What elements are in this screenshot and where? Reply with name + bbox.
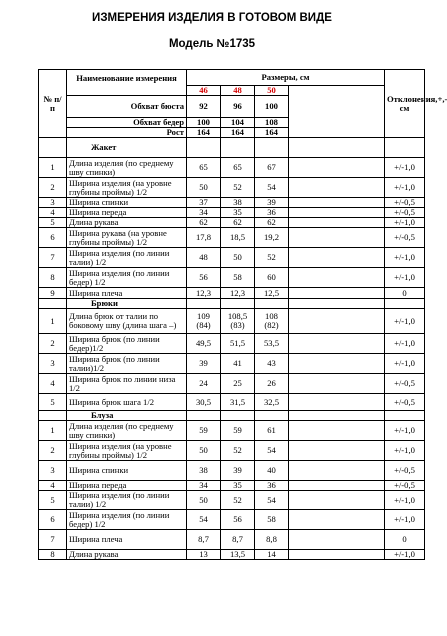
value-50: 61	[255, 421, 289, 441]
table-row	[39, 208, 425, 218]
header-name: Наименование измерения	[67, 70, 187, 96]
height-48: 164	[221, 128, 255, 138]
value-46: 50	[187, 178, 221, 198]
measurement-name: Ширина брюк (по линии бедер)1/2	[67, 334, 187, 354]
value-46: 8,7	[187, 530, 221, 550]
table-row	[39, 248, 425, 268]
hips-label: Обхват бедер	[67, 118, 187, 128]
deviation: +/-1,0	[385, 491, 425, 510]
hips-46: 100	[187, 118, 221, 128]
value-50: 43	[255, 354, 289, 374]
measurement-name: Ширина плеча	[67, 288, 187, 299]
value-50: 62	[255, 218, 289, 228]
row-number: 6	[39, 510, 67, 530]
table-row	[39, 178, 425, 198]
row-number: 7	[39, 530, 67, 550]
value-50: 26	[255, 374, 289, 394]
value-48: 35	[221, 481, 255, 491]
table-row	[39, 491, 425, 510]
measurement-name: Длина рукава	[67, 550, 187, 560]
deviation: +/-1,0	[385, 268, 425, 288]
deviation: +/-1,0	[385, 354, 425, 374]
value-46: 50	[187, 491, 221, 510]
value-46: 30,5	[187, 394, 221, 411]
value-50: 19,2	[255, 228, 289, 248]
bust-label: Обхват бюста	[67, 96, 187, 118]
value-50: 40	[255, 461, 289, 481]
measurement-name: Длина рукава	[67, 218, 187, 228]
measurement-name: Ширина изделия (по линии бедер) 1/2	[67, 510, 187, 530]
measurement-name: Ширина изделия (на уровне глубины проймы) 1/2	[67, 178, 187, 198]
value-46: 65	[187, 158, 221, 178]
value-46: 49,5	[187, 334, 221, 354]
table-row	[39, 510, 425, 530]
value-48: 31,5	[221, 394, 255, 411]
value-50: 8,8	[255, 530, 289, 550]
row-number: 7	[39, 248, 67, 268]
value-50: 14	[255, 550, 289, 560]
table-row	[39, 421, 425, 441]
value-50: 54	[255, 441, 289, 461]
value-46: 17,8	[187, 228, 221, 248]
value-48: 35	[221, 208, 255, 218]
measurement-name: Ширина изделия (на уровне глубины проймы) 1/2	[67, 441, 187, 461]
value-50: 53,5	[255, 334, 289, 354]
measurement-name: Ширина изделия (по линии талии) 1/2	[67, 248, 187, 268]
value-48: 108,5 (83)	[221, 309, 255, 334]
row-number: 2	[39, 441, 67, 461]
table-row	[39, 198, 425, 208]
table-row	[39, 441, 425, 461]
value-46: 13	[187, 550, 221, 560]
table-row	[39, 461, 425, 481]
row-number: 4	[39, 374, 67, 394]
value-46: 109 (84)	[187, 309, 221, 334]
table-row	[39, 158, 425, 178]
value-48: 50	[221, 248, 255, 268]
deviation: +/-0,5	[385, 198, 425, 208]
bust-50: 100	[255, 96, 289, 118]
deviation: 0	[385, 530, 425, 550]
value-50: 54	[255, 178, 289, 198]
table-row	[39, 481, 425, 491]
value-50: 36	[255, 208, 289, 218]
value-48: 65	[221, 158, 255, 178]
deviation: 0	[385, 288, 425, 299]
measurement-name: Ширина переда	[67, 481, 187, 491]
header-sizes: Размеры, см	[187, 70, 385, 86]
row-number: 8	[39, 268, 67, 288]
measurement-name: Ширина рукава (на уровне глубины проймы) 1/2	[67, 228, 187, 248]
section-title: Блуза	[67, 411, 187, 421]
height-50: 164	[255, 128, 289, 138]
deviation: +/-1,0	[385, 178, 425, 198]
value-48: 18,5	[221, 228, 255, 248]
measurement-name: Ширина брюк шага 1/2	[67, 394, 187, 411]
table-row	[39, 309, 425, 334]
section-title: Жакет	[67, 138, 187, 158]
row-number: 5	[39, 491, 67, 510]
measurement-name: Ширина спинки	[67, 198, 187, 208]
value-48: 41	[221, 354, 255, 374]
value-46: 34	[187, 481, 221, 491]
value-50: 108 (82)	[255, 309, 289, 334]
table-row	[39, 228, 425, 248]
value-48: 12,3	[221, 288, 255, 299]
row-number: 4	[39, 208, 67, 218]
value-50: 52	[255, 248, 289, 268]
deviation: +/-0,5	[385, 374, 425, 394]
table-row	[39, 354, 425, 374]
row-number: 5	[39, 218, 67, 228]
value-48: 52	[221, 441, 255, 461]
size-48: 48	[221, 86, 255, 96]
row-number: 8	[39, 550, 67, 560]
header-deviation: Отклонения,+,- см	[385, 70, 425, 138]
row-number: 2	[39, 178, 67, 198]
value-46: 37	[187, 198, 221, 208]
measurement-name: Длина изделия (по среднему шву спинки)	[67, 158, 187, 178]
height-46: 164	[187, 128, 221, 138]
measurement-name: Ширина плеча	[67, 530, 187, 550]
row-number: 3	[39, 354, 67, 374]
measurement-name: Ширина переда	[67, 208, 187, 218]
table-row	[39, 268, 425, 288]
deviation: +/-1,0	[385, 334, 425, 354]
value-46: 38	[187, 461, 221, 481]
deviation: +/-1,0	[385, 309, 425, 334]
value-46: 48	[187, 248, 221, 268]
value-48: 25	[221, 374, 255, 394]
model-number: Модель №1735	[168, 38, 256, 50]
hips-50: 108	[255, 118, 289, 128]
bust-46: 92	[187, 96, 221, 118]
measurement-name: Длина изделия (по среднему шву спинки)	[67, 421, 187, 441]
deviation: +/-1,0	[385, 158, 425, 178]
value-46: 50	[187, 441, 221, 461]
value-48: 51,5	[221, 334, 255, 354]
row-number: 9	[39, 288, 67, 299]
value-50: 12,5	[255, 288, 289, 299]
deviation: +/-1,0	[385, 550, 425, 560]
deviation: +/-0,5	[385, 228, 425, 248]
measurements-table	[38, 69, 447, 560]
table-row	[39, 288, 425, 299]
value-48: 13,5	[221, 550, 255, 560]
value-48: 56	[221, 510, 255, 530]
row-number: 1	[39, 421, 67, 441]
row-number: 1	[39, 158, 67, 178]
bust-48: 96	[221, 96, 255, 118]
value-48: 62	[221, 218, 255, 228]
value-46: 34	[187, 208, 221, 218]
value-48: 59	[221, 421, 255, 441]
value-50: 67	[255, 158, 289, 178]
value-46: 12,3	[187, 288, 221, 299]
row-number: 3	[39, 461, 67, 481]
measurement-name: Ширина брюк по линии низа 1/2	[67, 374, 187, 394]
value-48: 8,7	[221, 530, 255, 550]
section-title: Брюки	[67, 299, 187, 309]
deviation: +/-1,0	[385, 218, 425, 228]
table-row	[39, 374, 425, 394]
value-46: 24	[187, 374, 221, 394]
size-50: 50	[255, 86, 289, 96]
row-number: 6	[39, 228, 67, 248]
hips-48: 104	[221, 118, 255, 128]
value-48: 58	[221, 268, 255, 288]
table-row	[39, 334, 425, 354]
height-label: Рост	[67, 128, 187, 138]
value-48: 38	[221, 198, 255, 208]
size-46: 46	[187, 86, 221, 96]
value-50: 39	[255, 198, 289, 208]
deviation: +/-0,5	[385, 208, 425, 218]
value-50: 54	[255, 491, 289, 510]
value-50: 32,5	[255, 394, 289, 411]
value-50: 58	[255, 510, 289, 530]
value-46: 39	[187, 354, 221, 374]
deviation: +/-0,5	[385, 481, 425, 491]
row-number: 3	[39, 198, 67, 208]
header-num: № п/п	[39, 70, 67, 138]
value-46: 62	[187, 218, 221, 228]
deviation: +/-1,0	[385, 248, 425, 268]
row-number: 4	[39, 481, 67, 491]
value-48: 52	[221, 491, 255, 510]
measurement-name: Ширина изделия (по линии бедер) 1/2	[67, 268, 187, 288]
deviation: +/-1,0	[385, 441, 425, 461]
deviation: +/-1,0	[385, 421, 425, 441]
table-row	[39, 530, 425, 550]
deviation: +/-0,5	[385, 461, 425, 481]
page-title: ИЗМЕРЕНИЯ ИЗДЕЛИЯ В ГОТОВОМ ВИДЕ	[92, 12, 332, 24]
value-48: 39	[221, 461, 255, 481]
deviation: +/-0,5	[385, 394, 425, 411]
measurement-name: Ширина изделия (по линии талии) 1/2	[67, 491, 187, 510]
value-46: 54	[187, 510, 221, 530]
table-row	[39, 394, 425, 411]
value-46: 56	[187, 268, 221, 288]
table-row	[39, 218, 425, 228]
row-number: 2	[39, 334, 67, 354]
row-number: 5	[39, 394, 67, 411]
value-50: 60	[255, 268, 289, 288]
measurement-name: Ширина спинки	[67, 461, 187, 481]
table-row	[39, 550, 425, 560]
deviation: +/-1,0	[385, 510, 425, 530]
measurement-name: Длина брюк от талии по боковому шву (длина шага –)	[67, 309, 187, 334]
row-number: 1	[39, 309, 67, 334]
value-46: 59	[187, 421, 221, 441]
value-50: 36	[255, 481, 289, 491]
value-48: 52	[221, 178, 255, 198]
measurement-name: Ширина брюк (по линии талии)1/2	[67, 354, 187, 374]
